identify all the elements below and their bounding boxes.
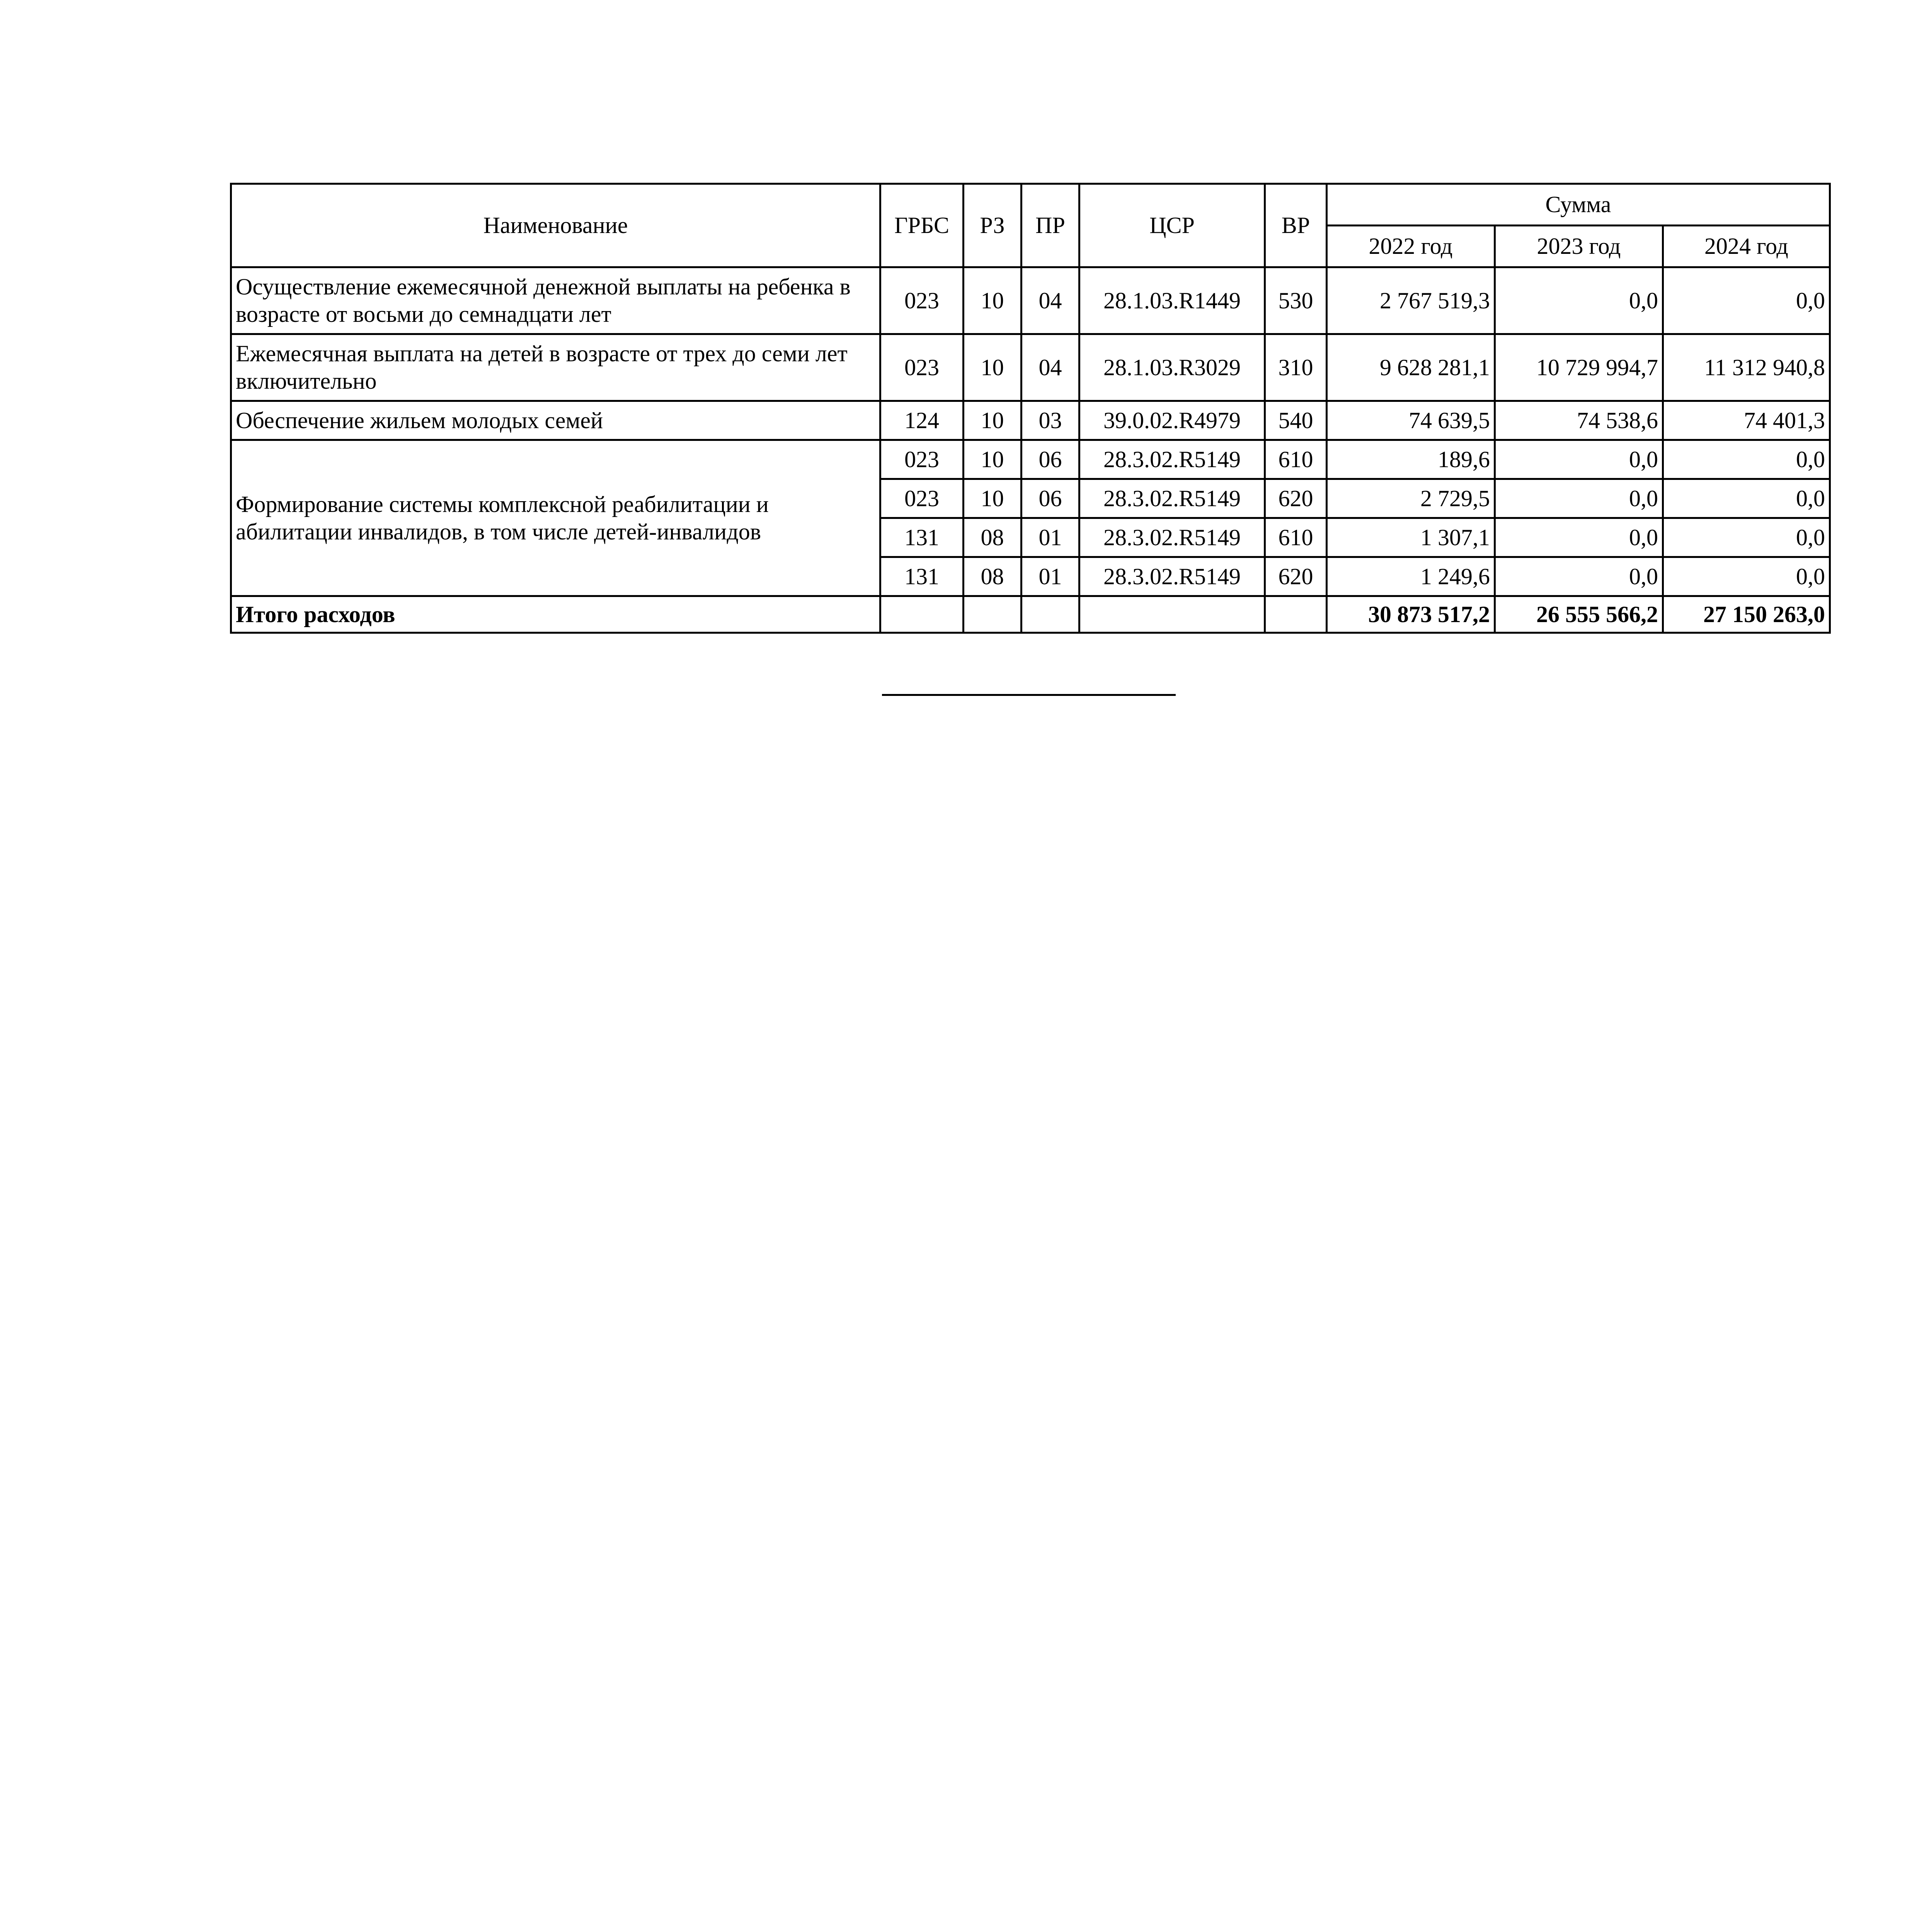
row-pr: 01	[1021, 557, 1079, 596]
row-grbs: 023	[880, 334, 964, 401]
header-year-2023: 2023 год	[1495, 226, 1663, 267]
row-rz: 08	[964, 518, 1021, 557]
total-sum-2023: 26 555 566,2	[1495, 596, 1663, 633]
row-vr: 540	[1265, 401, 1327, 440]
row-pr: 04	[1021, 267, 1079, 334]
table-row	[231, 440, 1830, 479]
row-csr: 28.3.02.R5149	[1079, 440, 1265, 479]
row-sum-2024: 0,0	[1663, 518, 1830, 557]
table-row	[231, 334, 1830, 401]
expenditure-table	[230, 183, 1831, 634]
row-name: Осуществление ежемесячной денежной выплаты на ребенка в возрасте от восьми до семнадцати лет	[231, 267, 880, 334]
row-grbs: 023	[880, 440, 964, 479]
row-pr: 01	[1021, 518, 1079, 557]
row-csr: 28.1.03.R1449	[1079, 267, 1265, 334]
row-sum-2024: 74 401,3	[1663, 401, 1830, 440]
row-sum-2023: 0,0	[1495, 440, 1663, 479]
row-grbs: 124	[880, 401, 964, 440]
header-vr: ВР	[1265, 184, 1327, 267]
total-empty-vr	[1265, 596, 1327, 633]
table-header-row	[231, 184, 1830, 226]
row-vr: 610	[1265, 440, 1327, 479]
row-sum-2024: 11 312 940,8	[1663, 334, 1830, 401]
divider-line	[882, 694, 1176, 696]
total-label: Итого расходов	[231, 596, 880, 633]
header-grbs: ГРБС	[880, 184, 964, 267]
row-name: Обеспечение жильем молодых семей	[231, 401, 880, 440]
row-rz: 10	[964, 267, 1021, 334]
row-pr: 06	[1021, 479, 1079, 518]
row-pr: 04	[1021, 334, 1079, 401]
row-rz: 08	[964, 557, 1021, 596]
total-empty-rz	[964, 596, 1021, 633]
row-vr: 610	[1265, 518, 1327, 557]
total-sum-2022: 30 873 517,2	[1327, 596, 1495, 633]
row-sum-2022: 2 767 519,3	[1327, 267, 1495, 334]
total-empty-csr	[1079, 596, 1265, 633]
header-pr: ПР	[1021, 184, 1079, 267]
row-sum-2023: 10 729 994,7	[1495, 334, 1663, 401]
row-rz: 10	[964, 401, 1021, 440]
header-csr: ЦСР	[1079, 184, 1265, 267]
row-vr: 310	[1265, 334, 1327, 401]
row-vr: 620	[1265, 479, 1327, 518]
row-grbs: 131	[880, 518, 964, 557]
row-sum-2023: 0,0	[1495, 557, 1663, 596]
row-sum-2024: 0,0	[1663, 479, 1830, 518]
row-sum-2022: 1 307,1	[1327, 518, 1495, 557]
row-csr: 39.0.02.R4979	[1079, 401, 1265, 440]
row-pr: 06	[1021, 440, 1079, 479]
header-name: Наименование	[231, 184, 880, 267]
row-sum-2024: 0,0	[1663, 267, 1830, 334]
row-vr: 620	[1265, 557, 1327, 596]
table-total-row	[231, 596, 1830, 633]
table-row	[231, 267, 1830, 334]
row-sum-2024: 0,0	[1663, 557, 1830, 596]
row-name: Ежемесячная выплата на детей в возрасте от трех до семи лет включительно	[231, 334, 880, 401]
header-sum: Сумма	[1327, 184, 1830, 226]
row-rz: 10	[964, 440, 1021, 479]
row-csr: 28.1.03.R3029	[1079, 334, 1265, 401]
row-grbs: 023	[880, 267, 964, 334]
total-empty-pr	[1021, 596, 1079, 633]
row-csr: 28.3.02.R5149	[1079, 557, 1265, 596]
row-sum-2023: 0,0	[1495, 267, 1663, 334]
row-rz: 10	[964, 334, 1021, 401]
row-sum-2022: 1 249,6	[1327, 557, 1495, 596]
row-vr: 530	[1265, 267, 1327, 334]
total-sum-2024: 27 150 263,0	[1663, 596, 1830, 633]
row-sum-2022: 2 729,5	[1327, 479, 1495, 518]
row-pr: 03	[1021, 401, 1079, 440]
row-grbs: 023	[880, 479, 964, 518]
row-sum-2022: 189,6	[1327, 440, 1495, 479]
row-csr: 28.3.02.R5149	[1079, 518, 1265, 557]
header-year-2024: 2024 год	[1663, 226, 1830, 267]
row-sum-2023: 74 538,6	[1495, 401, 1663, 440]
row-sum-2022: 74 639,5	[1327, 401, 1495, 440]
row-sum-2022: 9 628 281,1	[1327, 334, 1495, 401]
row-csr: 28.3.02.R5149	[1079, 479, 1265, 518]
row-sum-2024: 0,0	[1663, 440, 1830, 479]
table-row	[231, 401, 1830, 440]
row-name: Формирование системы комплексной реабилитации и абилитации инвалидов, в том числе детей-инвалидов	[231, 440, 880, 596]
row-sum-2023: 0,0	[1495, 479, 1663, 518]
total-empty-grbs	[880, 596, 964, 633]
header-year-2022: 2022 год	[1327, 226, 1495, 267]
row-rz: 10	[964, 479, 1021, 518]
row-sum-2023: 0,0	[1495, 518, 1663, 557]
header-rz: РЗ	[964, 184, 1021, 267]
row-grbs: 131	[880, 557, 964, 596]
